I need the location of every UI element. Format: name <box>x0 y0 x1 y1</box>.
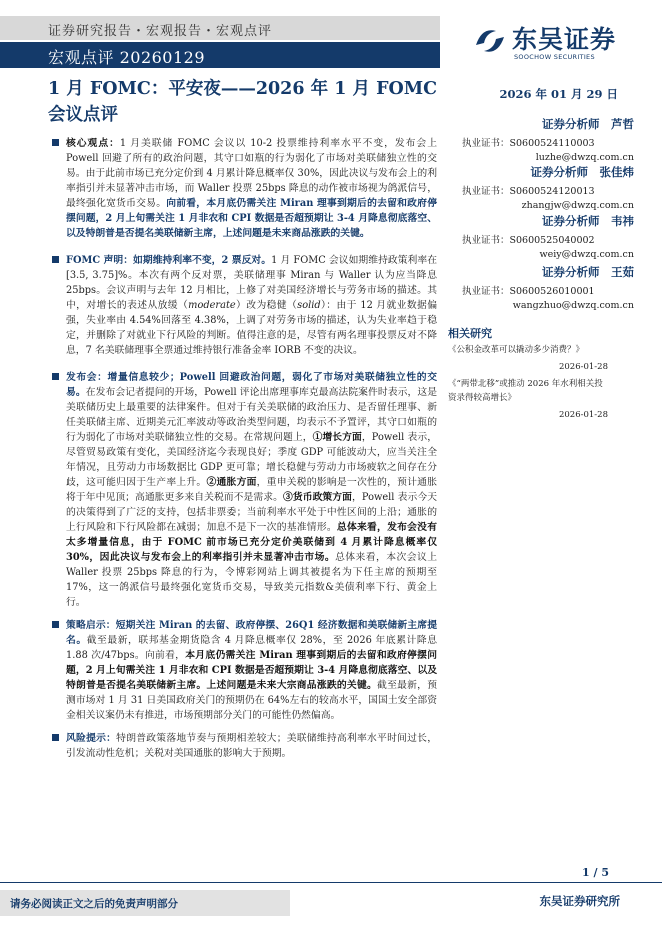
disclaimer-band <box>0 890 290 916</box>
paragraph-label: 风险提示： <box>66 733 117 744</box>
analyst-role: 证券分析师 芦哲 <box>542 117 634 131</box>
paragraph-term: solid <box>297 300 321 311</box>
paragraph-text: ，重申关税的影响是一次性的，预计通胀将于年中见顶；高通胀更多来自关税而不是需求。 <box>66 477 438 503</box>
paragraph-item: ②通胀方面 <box>206 477 257 488</box>
analyst-email: luzhe@dwzq.com.cn <box>535 152 634 163</box>
analyst-role: 证券分析师 王茹 <box>542 265 634 279</box>
paragraph-label: 策略启示：短期关注 Miran 的去留、政府停摆、26Q1 经济数据和美联储新主席提名。 <box>66 620 437 646</box>
strategy-paragraph <box>52 618 437 723</box>
bullet-square-icon <box>52 621 59 628</box>
paragraph-item: ③货币政策方面 <box>282 492 353 503</box>
paragraph-text: 特朗普政策落地节奏与预期相差较大；美联储维持高利率水平时间过长，引发流动性危机；关税对美国通胀的影响大于预期。 <box>66 733 438 759</box>
paragraph-text: ，Powell 表示，尽管贸易政策有变化，美国经济迄今表现良好；季度 GDP 可能波动大，应当关注全年情况，且劳动力市场数据比 GDP 更可靠；增长稳健与劳动力市场疲软之间存在分歧，这可能归因于生产率上升。 <box>66 432 438 488</box>
paragraph-text: 在发布会记者提问的开场，Powell 评论出席理事库克最高法院案件时表示，这是美联储历史上最重要的法律案件。但对于有关美联储的政治压力、是否留任理事、新任美联储主席、近期美元汇率波动等政治类型问题，均表示不予置评，其守口如瓶的行为弱化了市场对美联储独立性的交易。在常规问题上， <box>66 387 437 443</box>
related-item[interactable] <box>448 343 608 374</box>
analyst-role: 证券分析师 韦祎 <box>542 214 634 228</box>
press-conference-paragraph <box>52 370 437 610</box>
fomc-statement-paragraph <box>52 253 437 358</box>
logo-name: 东吴证券 <box>512 25 617 54</box>
paragraph-emphasis: 向前看，本月底仍需关注 Miran 理事到期后的去留和政府停摆问题，2 月上旬需关注 1 月非农和 CPI 数据是否超预期让 3-4 月降息彻底落空、以及特朗普是否提名美联储新主席，上述问题是未来商品涨跌的关键。 <box>66 198 437 239</box>
paragraph-text: 1 月美联储 FOMC 会议以 10-2 投票维持利率水平不变，发布会上 Powell 回避了所有的政治问题，其守口如瓶的行为弱化了市场对美联储独立性的交易。由于此前市场已充分定价到 4 月累计降息概率仅 30%，因此决议与发布会上的利率指引并未显著冲击市场，而 Waller 投票 25bps 降息的动作被市场视为鸽派信号，最终强化宽货币交易。 <box>66 138 437 209</box>
company-logo <box>472 20 647 70</box>
bullet-square-icon <box>52 373 59 380</box>
paragraph-text: ）改为稳健（ <box>235 300 298 311</box>
analyst-role: 证券分析师 张佳炜 <box>530 165 634 179</box>
bullet-square-icon <box>52 139 59 146</box>
analyst-cert: 执业证书：S0600525040002 <box>462 235 595 246</box>
report-title: 1 月 FOMC：平安夜——2026 年 1 月 FOMC 会议点评 <box>48 79 438 125</box>
paragraph-text: ）：由于 12 月就业数据偏强，失业率由 4.54%回落至 4.38%，上调了对劳务市场的描述，认为失业率趋于稳定，并删除了对就业下行风险的判断。值得注意的是，尽管有两名理事投票反对不降息，7 名美联储理事全票通过维持银行准备金率 IORB 不变的决议。 <box>66 300 438 356</box>
paragraph-label: 发布会：增量信息较少；Powell 回避政治问题，弱化了市场对美联储独立性的交易。 <box>66 372 437 398</box>
analyst-block <box>462 116 634 165</box>
related-item[interactable] <box>448 377 608 422</box>
related-research-heading: 相关研究 <box>448 327 492 340</box>
paragraph-emphasis: 本月底仍需关注 Miran 理事到期后的去留和政府停摆问题，2 月上旬需关注 1 月非农和 CPI 数据是否超预期让 3-4 月降息彻底落空、以及特朗普是否提名美联储新主席。上述问题是未来大宗商品涨跌的关键。 <box>66 650 437 691</box>
report-series: 宏观点评 20260129 <box>48 48 206 67</box>
related-item-title[interactable]: 《“两带北移”或推动 2026 年水利相关投资录得较高增长》 <box>448 379 603 403</box>
analyst-cert: 执业证书：S0600526010001 <box>462 286 595 297</box>
analyst-email: wangzhuo@dwzq.com.cn <box>512 300 634 311</box>
footer-divider <box>0 882 662 883</box>
series-band <box>0 42 440 68</box>
risk-paragraph <box>52 731 437 761</box>
bullet-square-icon <box>52 734 59 741</box>
analyst-email: weiy@dwzq.com.cn <box>539 249 634 260</box>
disclaimer-text: 请务必阅读正文之后的免责声明部分 <box>10 898 178 910</box>
bullet-square-icon <box>52 256 59 263</box>
analyst-block <box>462 264 634 313</box>
paragraph-text: 1 月 FOMC 会议如期维持政策利率在[3.5, 3.75]%。本次有两个反对票，美联储理事 Miran 与 Waller 认为应当降息 25bps。会议声明与去年 12 月相比，上修了对美国经济增长与劳务市场的描述。其中，对增长的表述从放缓（ <box>66 255 437 311</box>
analyst-block <box>462 213 634 262</box>
paragraph-text: 截至最新，联邦基金期货隐含 4 月降息概率仅 28%，至 2026 年底累计降息 1.88 次/47bps。向前看， <box>66 635 438 661</box>
logo-english: SOOCHOW SECURITIES <box>514 53 595 61</box>
category-band <box>0 16 440 40</box>
institute-name: 东吴证券研究所 <box>539 894 620 908</box>
analyst-email: zhangjw@dwzq.com.cn <box>521 200 634 211</box>
report-category: 证券研究报告・宏观报告・宏观点评 <box>48 24 273 39</box>
analyst-cert: 执业证书：S0600524110003 <box>462 138 595 149</box>
paragraph-emphasis: 总体来看，发布会没有太多增量信息，由于 FOMC 前市场已充分定价美联储到 4 月累计降息概率仅 30%，因此决议与发布会上的利率指引并未显著冲击市场。 <box>66 522 438 563</box>
paragraph-text: 总体来看，本次会议上 Waller 投票 25bps 降息的行为，令博彩网站上调其被提名为下任主席的预期至 17%，这一鸽派信号最终强化宽货币交易，导致美元指数&美债利率下行、黄金上行。 <box>66 552 437 608</box>
related-item-date: 2026-01-28 <box>558 362 608 372</box>
paragraph-text: 截至最新，预测市场对 1 月 31 日美国政府关门的预期仍在 64%左右的较高水平，国国土安全部资金相关议案仍未有推进，市场预期部分关门的可能性仍然偏高。 <box>66 680 438 721</box>
paragraph-item: ①增长方面 <box>312 432 362 443</box>
page-number: 1 / 5 <box>582 866 609 879</box>
paragraph-label: 核心观点： <box>66 138 120 149</box>
logo-mark-icon <box>472 23 508 59</box>
paragraph-text: ，Powell 表示今天的决策得到了广泛的支持，包括非票委；当前利率水平处于中性区间的上沿；通胀的上行风险和下行风险都在减弱；加息不是下一次的基准情形。 <box>66 492 438 533</box>
analyst-block <box>462 164 634 213</box>
paragraph-label: FOMC 声明：如期维持利率不变，2 票反对。 <box>66 255 272 266</box>
core-view-paragraph <box>52 136 437 241</box>
related-item-date: 2026-01-28 <box>558 410 608 420</box>
paragraph-term: moderate <box>188 300 236 311</box>
analyst-cert: 执业证书：S0600524120013 <box>462 186 595 197</box>
related-item-title[interactable]: 《公积金改革可以撬动多少消费？》 <box>448 345 585 355</box>
report-date: 2026 年 01 月 29 日 <box>499 87 618 101</box>
